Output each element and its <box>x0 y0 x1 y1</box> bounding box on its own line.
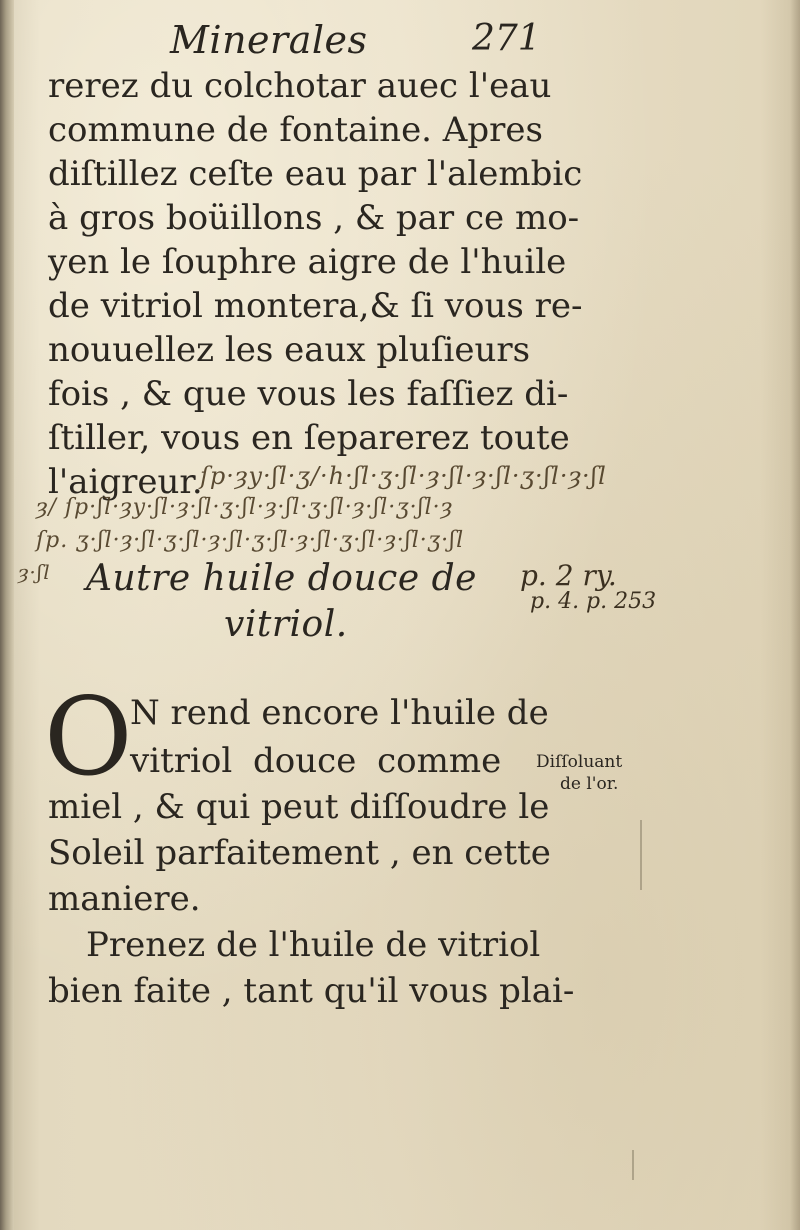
body-line: Soleil parfaitement , en cette <box>48 833 551 873</box>
body-line: ſtiller, vous en ſeparerez toute <box>48 418 570 458</box>
paper-mark <box>640 820 642 890</box>
margin-note-line-2: de l'or. <box>560 774 619 794</box>
body-line: de vitriol montera,& ſi vous re- <box>48 286 583 326</box>
margin-note-line-1: Diſſoluant <box>536 752 623 772</box>
handwritten-reference-line: p. 4. p. 253 <box>530 589 657 614</box>
body-line: à gros boüillons , & par ce mo- <box>48 198 580 238</box>
body-line: rerez du colchotar auec l'eau <box>48 66 552 106</box>
body-line: miel , & qui peut diſſoudre le <box>48 787 550 827</box>
book-gutter-shadow <box>0 0 14 1230</box>
running-head: Minerales <box>170 18 368 62</box>
handwritten-reference <box>520 559 657 615</box>
handwriting-line: ſp·ȝy·ʃl·ʒ/·h·ʃl·ʒ·ʃl·ȝ·ʃl·ȝ·ʃl·ʒ·ʃl·ȝ·ʃl <box>200 462 607 490</box>
page-number: 271 <box>472 18 541 59</box>
section-title-line-1: Autre huile douce de <box>86 558 477 599</box>
section-title-line-2: vitriol. <box>224 604 348 645</box>
handwriting-line: ȝ·ʃl <box>18 560 51 584</box>
body-line: bien faite , tant qu'il vous plai- <box>48 971 575 1011</box>
body-line: l'aigreur. <box>48 462 203 502</box>
body-line: nouuellez les eaux pluſieurs <box>48 330 531 370</box>
body-line: maniere. <box>48 879 201 919</box>
handwriting-line: ȝ/ ſp·ʃl·ȝy·ʃl·ȝ·ʃl·ʒ·ʃl·ȝ·ʃl·ʒ·ʃl·ȝ·ʃl·ʒ·ʃl·ȝ <box>36 495 454 520</box>
handwriting-line: ſp. ʒ·ʃl·ȝ·ʃl·ʒ·ʃl·ȝ·ʃl·ʒ·ʃl·ȝ·ʃl·ʒ·ʃl·ȝ·ʃl·ʒ·ʃl <box>36 528 465 553</box>
drop-cap: O <box>44 675 133 800</box>
paper-mark <box>632 1150 634 1180</box>
body-line: N rend encore l'huile de <box>130 693 549 733</box>
body-line: yen le ſouphre aigre de l'huile <box>48 242 567 282</box>
handwritten-reference-line: p. 2 ry. <box>520 559 617 592</box>
body-line: Prenez de l'huile de vitriol <box>86 925 541 965</box>
body-line: vitriol douce comme <box>130 741 502 781</box>
page-edge-shadow <box>790 0 800 1230</box>
body-line: diſtillez ceſte eau par l'alembic <box>48 154 583 194</box>
body-line: commune de fontaine. Apres <box>48 110 543 150</box>
body-line: fois , & que vous les faſſiez di- <box>48 374 569 414</box>
